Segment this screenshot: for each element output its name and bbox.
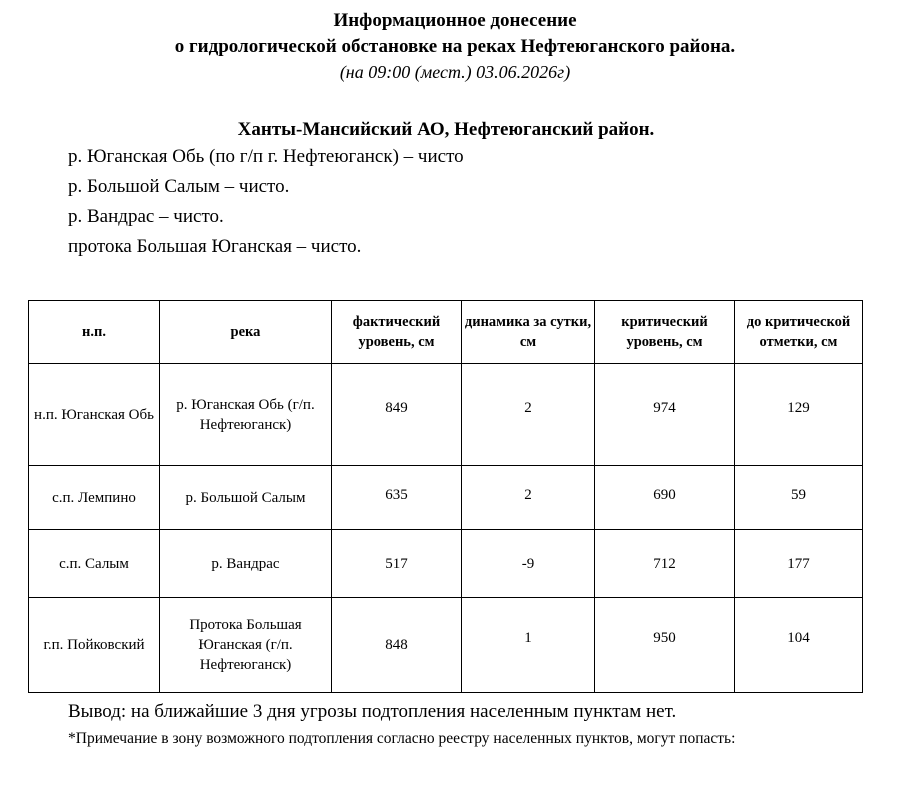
region-heading: Ханты-Мансийский АО, Нефтеюганский район.: [237, 119, 655, 140]
cell-dynamics: 2: [462, 466, 595, 530]
cell-river: Протока Большая Юганская (г/п. Нефтеюганск): [160, 598, 332, 693]
cell-river: р. Вандрас: [160, 530, 332, 598]
header-to-critical: до критической отметки, см: [735, 301, 863, 364]
cell-settlement: с.п. Салым: [29, 530, 160, 598]
cell-river: р. Большой Салым: [160, 466, 332, 530]
water-level-table: [28, 300, 863, 693]
report-title-line1: Информационное донесение: [333, 10, 577, 31]
cell-critical-level: 690: [595, 466, 735, 530]
river-status-line: р. Большой Салым – чисто.: [68, 176, 290, 197]
cell-river: р. Юганская Обь (г/п. Нефтеюганск): [160, 364, 332, 466]
cell-to-critical: 177: [735, 530, 863, 598]
cell-actual-level: 517: [332, 530, 462, 598]
report-title-line2: о гидрологической обстановке на реках Нефтеюганского района.: [174, 36, 736, 57]
table-row: [29, 364, 863, 466]
footnote-text: *Примечание в зону возможного подтопления согласно реестру населенных пунктов, могут попасть:: [68, 730, 736, 747]
header-river: река: [160, 301, 332, 364]
cell-to-critical: 129: [735, 364, 863, 466]
cell-critical-level: 974: [595, 364, 735, 466]
cell-dynamics: 1: [462, 598, 595, 693]
table-row: [29, 530, 863, 598]
header-actual-level: фактический уровень, см: [332, 301, 462, 364]
cell-actual-level: 848: [332, 598, 462, 693]
cell-settlement: г.п. Пойковский: [29, 598, 160, 693]
river-status-line: протока Большая Юганская – чисто.: [68, 236, 362, 257]
cell-to-critical: 104: [735, 598, 863, 693]
cell-dynamics: -9: [462, 530, 595, 598]
table-header-row: [29, 301, 863, 364]
river-status-line: р. Юганская Обь (по г/п г. Нефтеюганск) – чисто: [68, 146, 464, 167]
cell-critical-level: 950: [595, 598, 735, 693]
table-row: [29, 598, 863, 693]
conclusion-text: Вывод: на ближайшие 3 дня угрозы подтопления населенным пунктам нет.: [68, 701, 677, 722]
cell-dynamics: 2: [462, 364, 595, 466]
cell-settlement: с.п. Лемпино: [29, 466, 160, 530]
cell-actual-level: 849: [332, 364, 462, 466]
cell-to-critical: 59: [735, 466, 863, 530]
table-row: [29, 466, 863, 530]
cell-settlement: н.п. Юганская Обь: [29, 364, 160, 466]
river-status-line: р. Вандрас – чисто.: [68, 206, 224, 227]
cell-actual-level: 635: [332, 466, 462, 530]
header-critical-level: критический уровень, см: [595, 301, 735, 364]
header-dynamics: динамика за сутки, см: [462, 301, 595, 364]
header-settlement: н.п.: [29, 301, 160, 364]
cell-critical-level: 712: [595, 530, 735, 598]
report-datetime: (на 09:00 (мест.) 03.06.2026г): [339, 62, 571, 82]
